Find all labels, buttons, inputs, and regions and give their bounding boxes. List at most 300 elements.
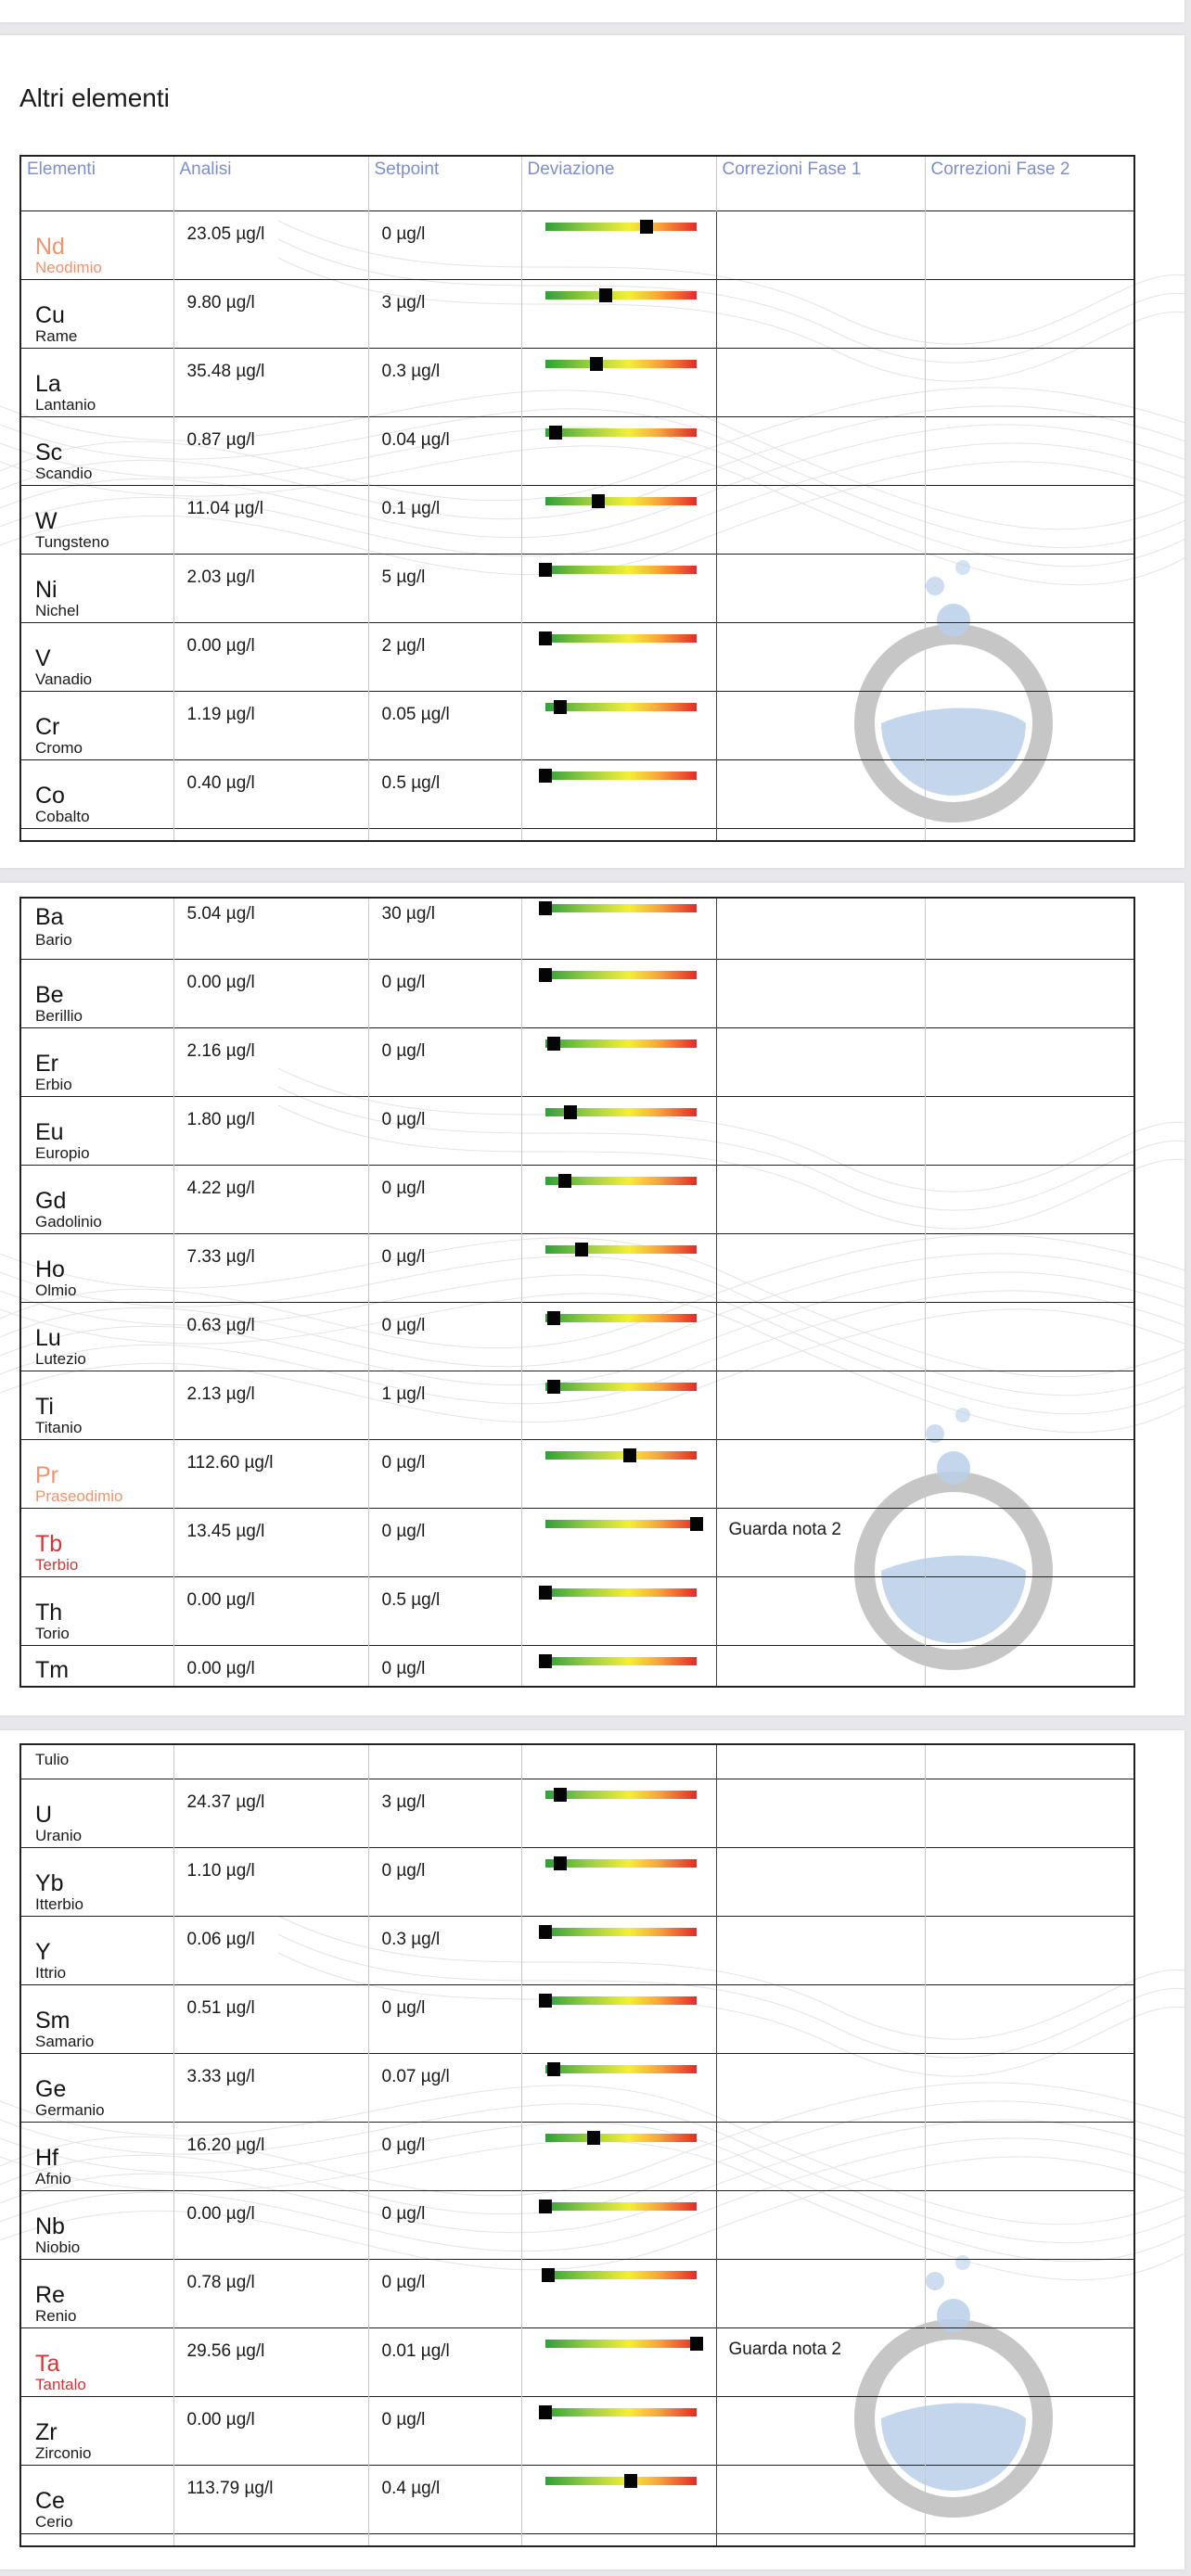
- deviazione-cell: [521, 959, 716, 1027]
- element-cell: [20, 1233, 173, 1302]
- analisi-cell: [173, 1302, 368, 1371]
- element-name: Zirconio: [35, 2443, 92, 2462]
- element-symbol: Ni: [35, 576, 58, 603]
- correzioni-fase-1-cell: [716, 1371, 925, 1439]
- correzioni-fase-1-cell: [716, 1779, 925, 1847]
- analisi-cell: [173, 279, 368, 348]
- deviation-marker: [539, 631, 552, 645]
- table-row: [20, 1847, 1134, 1916]
- setpoint-cell: [368, 1508, 521, 1576]
- deviation-gauge: [545, 1108, 697, 1116]
- analisi-cell: [173, 485, 368, 554]
- setpoint-cell: [368, 1847, 521, 1916]
- setpoint-cell: [368, 279, 521, 348]
- element-cell: [20, 759, 173, 828]
- deviation-marker: [592, 494, 605, 508]
- correzioni-fase-1-cell: [716, 1096, 925, 1165]
- table-row: [20, 2259, 1134, 2327]
- setpoint-cell: [368, 416, 521, 485]
- setpoint-cell: [368, 1645, 521, 1687]
- element-symbol: Re: [35, 2281, 65, 2308]
- deviation-marker: [564, 1105, 577, 1119]
- deviation-marker: [599, 288, 612, 302]
- correzioni-fase-1-cell: [716, 2396, 925, 2465]
- element-name: Scandio: [35, 464, 93, 482]
- analisi-cell: [173, 348, 368, 416]
- analisi-value: 0.78 µg/l: [186, 2272, 255, 2292]
- table-row: [20, 554, 1134, 622]
- correzioni-fase-2-cell: [925, 691, 1134, 759]
- element-symbol: Gd: [35, 1187, 67, 1214]
- deviation-marker: [690, 2337, 703, 2351]
- spacer-cell: [173, 1744, 368, 1779]
- correzioni-fase-1-cell: [716, 1233, 925, 1302]
- column-header-deviazione: Deviazione: [521, 156, 716, 210]
- correzioni-fase-2-cell: [925, 554, 1134, 622]
- correzioni-fase-2-cell: [925, 2327, 1134, 2396]
- element-name: Renio: [35, 2306, 77, 2325]
- element-name: Germanio: [35, 2100, 105, 2119]
- element-symbol: Ho: [35, 1256, 65, 1282]
- correzioni-fase-2-cell: [925, 416, 1134, 485]
- previous-page-edge: [0, 0, 1185, 22]
- deviation-marker: [539, 968, 552, 982]
- spacer-cell: [521, 1744, 716, 1779]
- element-cell: [20, 1439, 173, 1508]
- setpoint-value: 0 µg/l: [381, 1178, 426, 1198]
- element-name: Tungsteno: [35, 532, 109, 551]
- setpoint-value: 0 µg/l: [381, 1109, 426, 1129]
- deviation-marker: [624, 2474, 637, 2488]
- correzioni-fase-2-cell: [925, 1371, 1134, 1439]
- analisi-value: 29.56 µg/l: [186, 2340, 265, 2361]
- table-row: [20, 2396, 1134, 2465]
- element-cell: [20, 1984, 173, 2053]
- deviation-gauge: [545, 1039, 697, 1048]
- table-row: [20, 1302, 1134, 1371]
- setpoint-cell: [368, 2465, 521, 2533]
- deviation-gauge: [545, 1928, 697, 1936]
- setpoint-value: 0.3 µg/l: [381, 361, 441, 381]
- correzioni-fase-1-cell: [716, 2053, 925, 2122]
- correzioni-fase-1-cell: [716, 2122, 925, 2190]
- deviazione-cell: [521, 1027, 716, 1096]
- setpoint-value: 0 µg/l: [381, 2135, 426, 2155]
- correzioni-fase-2-cell: [925, 1233, 1134, 1302]
- deviation-gauge: [545, 1245, 697, 1254]
- correzioni-fase-2-cell: [925, 1847, 1134, 1916]
- elements-table-page-3: [19, 1743, 1135, 2547]
- element-name: Olmio: [35, 1281, 77, 1299]
- deviazione-cell: [521, 1779, 716, 1847]
- analisi-value: 112.60 µg/l: [186, 1452, 274, 1473]
- deviazione-cell: [521, 416, 716, 485]
- element-cell: [20, 554, 173, 622]
- table-row: [20, 279, 1134, 348]
- correzioni-fase-2-cell: [925, 2190, 1134, 2259]
- column-header-elementi: Elementi: [27, 159, 96, 179]
- element-symbol: Be: [35, 981, 64, 1008]
- setpoint-cell: [368, 1371, 521, 1439]
- table-row: [20, 2465, 1134, 2533]
- deviation-gauge: [545, 2134, 697, 2142]
- correzioni-fase-1-note: Guarda nota 2: [728, 2339, 841, 2359]
- element-symbol: U: [35, 1801, 53, 1828]
- element-cell: [20, 416, 173, 485]
- element-cell: [20, 279, 173, 348]
- analisi-value: 0.00 µg/l: [186, 1658, 255, 1678]
- analisi-cell: [173, 2122, 368, 2190]
- deviation-marker: [587, 2131, 600, 2145]
- correzioni-fase-2-cell: [925, 210, 1134, 279]
- setpoint-value: 0.4 µg/l: [381, 2478, 441, 2498]
- deviation-gauge: [545, 1520, 697, 1528]
- element-symbol: Tm: [35, 1656, 70, 1683]
- deviazione-cell: [521, 759, 716, 828]
- analisi-cell: [173, 1508, 368, 1576]
- analisi-value: 11.04 µg/l: [186, 498, 263, 518]
- spacer-cell: [716, 2533, 925, 2546]
- setpoint-cell: [368, 691, 521, 759]
- deviation-gauge: [545, 2202, 697, 2211]
- deviation-gauge: [545, 703, 697, 711]
- element-symbol: Sc: [35, 439, 63, 465]
- element-symbol: Sm: [35, 2007, 70, 2034]
- table-row-spacer: [20, 2533, 1134, 2546]
- analisi-value: 16.20 µg/l: [186, 2135, 265, 2155]
- analisi-value: 2.13 µg/l: [186, 1384, 255, 1404]
- setpoint-value: 0.3 µg/l: [381, 1929, 441, 1949]
- correzioni-fase-1-cell: [716, 1508, 925, 1576]
- analisi-cell: [173, 898, 368, 959]
- report-page-3: [0, 1730, 1185, 2570]
- element-name: Terbio: [35, 1555, 79, 1574]
- analisi-cell: [173, 1165, 368, 1233]
- correzioni-fase-1-cell: [716, 959, 925, 1027]
- element-name: Titanio: [35, 1418, 83, 1436]
- setpoint-value: 0.05 µg/l: [381, 704, 450, 724]
- deviazione-cell: [521, 1165, 716, 1233]
- deviazione-cell: [521, 2122, 716, 2190]
- element-symbol: Y: [35, 1938, 51, 1965]
- spacer-cell: [368, 2533, 521, 2546]
- setpoint-cell: [368, 759, 521, 828]
- analisi-cell: [173, 1984, 368, 2053]
- element-symbol: Nd: [35, 233, 65, 260]
- deviation-gauge: [545, 904, 697, 912]
- correzioni-fase-1-cell: [716, 416, 925, 485]
- section-title: Altri elementi: [19, 83, 170, 112]
- deviation-marker: [690, 1517, 703, 1531]
- element-name: Erbio: [35, 1075, 72, 1093]
- element-symbol: Cu: [35, 301, 65, 328]
- deviation-marker: [539, 1654, 552, 1668]
- analisi-cell: [173, 1847, 368, 1916]
- column-header-correzioni-fase-1: Correzioni Fase 1: [716, 156, 925, 210]
- analisi-value: 2.03 µg/l: [186, 567, 255, 587]
- correzioni-fase-1-cell: [716, 1027, 925, 1096]
- analisi-value: 3.33 µg/l: [186, 2066, 255, 2086]
- setpoint-cell: [368, 348, 521, 416]
- deviazione-cell: [521, 348, 716, 416]
- correzioni-fase-1-cell: [716, 1984, 925, 2053]
- analisi-cell: [173, 759, 368, 828]
- analisi-value: 0.00 µg/l: [186, 2409, 255, 2429]
- analisi-cell: [173, 416, 368, 485]
- deviation-gauge: [545, 1383, 697, 1391]
- deviazione-cell: [521, 1371, 716, 1439]
- element-cell: [20, 622, 173, 691]
- spacer-cell: [716, 828, 925, 841]
- correzioni-fase-1-note: Guarda nota 2: [728, 1519, 841, 1539]
- report-page-2: [0, 883, 1185, 1715]
- table-row: [20, 485, 1134, 554]
- element-cell: [20, 2122, 173, 2190]
- setpoint-cell: [368, 2259, 521, 2327]
- deviation-gauge: [545, 1588, 697, 1597]
- correzioni-fase-1-cell: [716, 485, 925, 554]
- spacer-cell: [173, 828, 368, 841]
- analisi-cell: [173, 1027, 368, 1096]
- deviation-gauge: [545, 2408, 697, 2417]
- setpoint-value: 0 µg/l: [381, 2409, 426, 2429]
- element-cell: [20, 959, 173, 1027]
- deviazione-cell: [521, 279, 716, 348]
- deviazione-cell: [521, 210, 716, 279]
- analisi-value: 0.06 µg/l: [186, 1929, 255, 1949]
- element-cell: [20, 348, 173, 416]
- analisi-value: 1.19 µg/l: [186, 704, 255, 724]
- element-symbol: Lu: [35, 1324, 61, 1351]
- deviation-gauge: [545, 634, 697, 643]
- correzioni-fase-2-cell: [925, 279, 1134, 348]
- setpoint-value: 0 µg/l: [381, 1315, 426, 1335]
- element-cell: [20, 1096, 173, 1165]
- correzioni-fase-1-cell: [716, 1302, 925, 1371]
- correzioni-fase-2-cell: [925, 959, 1134, 1027]
- correzioni-fase-2-cell: [925, 2396, 1134, 2465]
- table-row: [20, 759, 1134, 828]
- correzioni-fase-2-cell: [925, 622, 1134, 691]
- element-name: Samario: [35, 2032, 95, 2050]
- deviation-gauge: [545, 2065, 697, 2073]
- deviazione-cell: [521, 898, 716, 959]
- deviazione-cell: [521, 485, 716, 554]
- spacer-cell: [368, 1744, 521, 1779]
- correzioni-fase-2-cell: [925, 485, 1134, 554]
- deviazione-cell: [521, 2053, 716, 2122]
- correzioni-fase-1-cell: [716, 348, 925, 416]
- correzioni-fase-1-cell: [716, 279, 925, 348]
- correzioni-fase-2-cell: [925, 1302, 1134, 1371]
- correzioni-fase-1-cell: [716, 898, 925, 959]
- correzioni-fase-1-cell: [716, 554, 925, 622]
- table-row: [20, 622, 1134, 691]
- element-name: Tantalo: [35, 2375, 86, 2393]
- setpoint-cell: [368, 1916, 521, 1984]
- correzioni-fase-1-cell: [716, 1645, 925, 1687]
- table-row: [20, 210, 1134, 279]
- table-row: [20, 1439, 1134, 1508]
- element-name: Cerio: [35, 2512, 73, 2531]
- analisi-cell: [173, 1645, 368, 1687]
- element-symbol: Co: [35, 782, 65, 809]
- correzioni-fase-2-cell: [925, 348, 1134, 416]
- setpoint-value: 0.5 µg/l: [381, 1589, 441, 1610]
- element-cell: [20, 1302, 173, 1371]
- table-row: [20, 1233, 1134, 1302]
- element-symbol: Er: [35, 1050, 58, 1077]
- table-row-continuation: [20, 1744, 1134, 1779]
- correzioni-fase-2-cell: [925, 1645, 1134, 1687]
- deviation-marker: [542, 2268, 555, 2282]
- setpoint-value: 0 µg/l: [381, 1860, 426, 1881]
- deviation-gauge: [545, 428, 697, 437]
- analisi-cell: [173, 2053, 368, 2122]
- deviation-gauge: [545, 1451, 697, 1460]
- setpoint-value: 30 µg/l: [381, 904, 435, 924]
- analisi-cell: [173, 1439, 368, 1508]
- deviation-marker: [539, 901, 552, 915]
- spacer-cell: [20, 828, 173, 841]
- deviation-gauge: [545, 223, 697, 231]
- correzioni-fase-1-cell: [716, 2327, 925, 2396]
- element-cell: [20, 1645, 173, 1687]
- deviation-gauge: [545, 497, 697, 505]
- element-symbol: W: [35, 507, 58, 534]
- analisi-value: 9.80 µg/l: [186, 292, 255, 312]
- table-row: [20, 1984, 1134, 2053]
- analisi-cell: [173, 691, 368, 759]
- element-cell: [20, 2053, 173, 2122]
- element-cell: [20, 1847, 173, 1916]
- deviation-marker: [590, 357, 603, 371]
- setpoint-value: 0 µg/l: [381, 1040, 426, 1061]
- setpoint-value: 0 µg/l: [381, 1658, 426, 1678]
- deviation-marker: [547, 2062, 560, 2076]
- setpoint-value: 3 µg/l: [381, 292, 426, 312]
- element-name: Cromo: [35, 738, 83, 757]
- column-header-correzioni-fase-2: Correzioni Fase 2: [925, 156, 1134, 210]
- element-cell: [20, 2327, 173, 2396]
- element-name: Itterbio: [35, 1894, 83, 1913]
- setpoint-cell: [368, 1027, 521, 1096]
- element-symbol: Ba: [35, 904, 64, 930]
- setpoint-value: 0.1 µg/l: [381, 498, 441, 518]
- element-name: Tulio: [35, 1751, 70, 1768]
- table-row: [20, 2122, 1134, 2190]
- deviation-gauge: [545, 2477, 697, 2485]
- correzioni-fase-1-cell: [716, 210, 925, 279]
- spacer-cell: [521, 828, 716, 841]
- element-symbol: Yb: [35, 1869, 64, 1896]
- analisi-value: 35.48 µg/l: [186, 361, 265, 381]
- correzioni-fase-1-cell: [716, 2259, 925, 2327]
- deviation-gauge: [545, 360, 697, 368]
- element-symbol: Nb: [35, 2213, 65, 2239]
- element-name: Vanadio: [35, 670, 93, 688]
- analisi-value: 23.05 µg/l: [186, 223, 265, 244]
- analisi-cell: [173, 554, 368, 622]
- analisi-cell: [173, 210, 368, 279]
- correzioni-fase-2-cell: [925, 1984, 1134, 2053]
- deviazione-cell: [521, 2327, 716, 2396]
- element-symbol: Zr: [35, 2418, 58, 2445]
- deviation-marker: [623, 1448, 636, 1462]
- correzioni-fase-2-cell: [925, 1508, 1134, 1576]
- analisi-value: 0.00 µg/l: [186, 635, 255, 656]
- element-cell: [20, 1576, 173, 1645]
- correzioni-fase-1-cell: [716, 622, 925, 691]
- deviation-gauge: [545, 2340, 697, 2348]
- setpoint-cell: [368, 2053, 521, 2122]
- element-name: Lantanio: [35, 395, 96, 414]
- setpoint-cell: [368, 622, 521, 691]
- element-name: Cobalto: [35, 807, 90, 825]
- correzioni-fase-2-cell: [925, 898, 1134, 959]
- setpoint-value: 0 µg/l: [381, 972, 426, 992]
- element-name: Europio: [35, 1143, 90, 1162]
- element-name: Gadolinio: [35, 1212, 102, 1231]
- setpoint-value: 3 µg/l: [381, 1792, 426, 1812]
- setpoint-value: 0 µg/l: [381, 1452, 426, 1473]
- analisi-cell: [173, 1371, 368, 1439]
- setpoint-value: 1 µg/l: [381, 1384, 426, 1404]
- deviation-marker: [575, 1243, 588, 1256]
- deviation-marker: [539, 1586, 552, 1600]
- analisi-cell: [173, 2327, 368, 2396]
- analisi-value: 1.10 µg/l: [186, 1860, 255, 1881]
- spacer-cell: [925, 1744, 1134, 1779]
- element-name: Berillio: [35, 1006, 83, 1025]
- analisi-value: 0.40 µg/l: [186, 772, 255, 793]
- deviazione-cell: [521, 1916, 716, 1984]
- setpoint-cell: [368, 2396, 521, 2465]
- element-cell: [20, 1371, 173, 1439]
- correzioni-fase-2-cell: [925, 2465, 1134, 2533]
- element-cell: [20, 210, 173, 279]
- correzioni-fase-1-cell: [716, 1916, 925, 1984]
- analisi-value: 0.51 µg/l: [186, 1997, 255, 2018]
- table-row: [20, 1779, 1134, 1847]
- element-symbol: V: [35, 644, 51, 671]
- setpoint-value: 0.07 µg/l: [381, 2066, 450, 2086]
- element-symbol: Ce: [35, 2487, 65, 2514]
- deviation-marker: [640, 220, 653, 234]
- analisi-cell: [173, 2465, 368, 2533]
- setpoint-value: 0 µg/l: [381, 1246, 426, 1267]
- deviazione-cell: [521, 2259, 716, 2327]
- element-symbol: Ta: [35, 2350, 60, 2377]
- deviation-gauge: [545, 1791, 697, 1799]
- table-row: [20, 2327, 1134, 2396]
- deviation-marker: [547, 1380, 560, 1394]
- deviation-gauge: [545, 1314, 697, 1322]
- deviation-gauge: [545, 1996, 697, 2005]
- element-symbol: Ti: [35, 1393, 54, 1420]
- deviation-marker: [554, 1788, 567, 1802]
- deviazione-cell: [521, 1096, 716, 1165]
- correzioni-fase-2-cell: [925, 1027, 1134, 1096]
- element-cell: [20, 691, 173, 759]
- deviation-marker: [547, 1037, 560, 1051]
- element-cell: [20, 1744, 173, 1779]
- setpoint-cell: [368, 1439, 521, 1508]
- analisi-cell: [173, 1779, 368, 1847]
- element-name: Rame: [35, 326, 78, 345]
- deviation-marker: [558, 1174, 571, 1188]
- element-name: Nichel: [35, 601, 80, 619]
